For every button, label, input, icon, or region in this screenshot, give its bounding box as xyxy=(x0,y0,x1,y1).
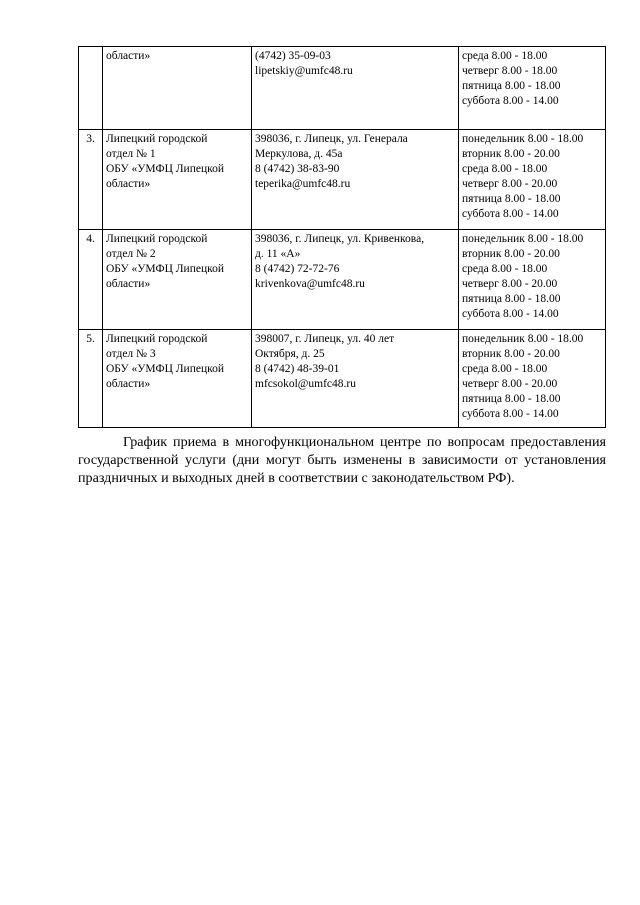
office-hours-line: вторник 8.00 - 20.00 xyxy=(462,247,560,260)
office-contact-line: 398036, г. Липецк, ул. Кривенкова, xyxy=(255,233,425,245)
office-contact-line: 398007, г. Липецк, ул. 40 лет xyxy=(255,333,395,345)
office-row xyxy=(79,47,606,130)
office-hours-line: среда 8.00 - 18.00 xyxy=(462,162,548,175)
office-name-line: области» xyxy=(106,50,151,62)
offices-table-body xyxy=(79,47,606,428)
office-hours-line: суббота 8.00 - 14.00 xyxy=(462,307,559,320)
office-hours-cell xyxy=(459,47,606,130)
office-contact-line: (4742) 35-09-03 xyxy=(255,50,331,62)
office-contacts-cell xyxy=(252,230,459,330)
office-hours-line: пятница 8.00 - 18.00 xyxy=(462,192,561,205)
row-number: 5. xyxy=(79,330,103,428)
office-name-cell xyxy=(103,130,252,230)
row-number xyxy=(79,47,103,130)
office-hours-line: четверг 8.00 - 20.00 xyxy=(462,177,558,190)
office-contact-line: 398036, г. Липецк, ул. Генерала xyxy=(255,133,408,145)
office-hours-line: вторник 8.00 - 20.00 xyxy=(462,347,560,360)
office-name-line: отдел № 1 xyxy=(106,147,156,160)
office-contact-line: 8 (4742) 72-72-76 xyxy=(255,262,340,275)
office-hours-line: среда 8.00 - 18.00 xyxy=(462,50,548,62)
office-name-line: отдел № 2 xyxy=(106,247,156,260)
office-contact-line: Октября, д. 25 xyxy=(255,347,325,360)
office-hours-cell xyxy=(459,330,606,428)
office-contacts-cell xyxy=(252,47,459,130)
office-name-line: области» xyxy=(106,377,151,390)
office-contacts-cell xyxy=(252,330,459,428)
office-hours-line: четверг 8.00 - 20.00 xyxy=(462,277,558,290)
office-contact-line: д. 11 «А» xyxy=(255,247,301,260)
office-name-line: Липецкий городской xyxy=(106,133,208,145)
office-name-line: ОБУ «УМФЦ Липецкой xyxy=(106,162,225,175)
office-hours-line: пятница 8.00 - 18.00 xyxy=(462,292,561,305)
office-hours-line: среда 8.00 - 18.00 xyxy=(462,362,548,375)
office-hours-line: понедельник 8.00 - 18.00 xyxy=(462,233,584,245)
office-hours-line: понедельник 8.00 - 18.00 xyxy=(462,133,584,145)
office-contacts-cell xyxy=(252,130,459,230)
office-name-line: области» xyxy=(106,277,151,290)
office-name-line: области» xyxy=(106,177,151,190)
office-contact-line: 8 (4742) 38-83-90 xyxy=(255,162,340,175)
office-hours-line: вторник 8.00 - 20.00 xyxy=(462,147,560,160)
office-name-cell xyxy=(103,330,252,428)
office-contact-line: Меркулова, д. 45а xyxy=(255,147,343,160)
row-number: 4. xyxy=(79,230,103,330)
office-hours-line: среда 8.00 - 18.00 xyxy=(462,262,548,275)
office-name-cell xyxy=(103,230,252,330)
office-hours-line: суббота 8.00 - 14.00 xyxy=(462,207,559,220)
office-contact-line: 8 (4742) 48-39-01 xyxy=(255,362,340,375)
row-number: 3. xyxy=(79,130,103,230)
office-hours-line: пятница 8.00 - 18.00 xyxy=(462,392,561,405)
office-hours-cell xyxy=(459,230,606,330)
office-hours-line: суббота 8.00 - 14.00 xyxy=(462,94,559,107)
schedule-note-text: График приема в многофункциональном центре по вопросам предоставления государственной услуги (дни могут быть изменены в зависимости от установления праздничных и выходных дней в соответствии с законодательством РФ). xyxy=(78,434,606,486)
office-row xyxy=(79,230,606,330)
office-name-cell xyxy=(103,47,252,130)
office-contact-line: lipetskiy@umfc48.ru xyxy=(255,64,353,77)
office-hours-cell xyxy=(459,130,606,230)
office-contact-line: krivenkova@umfc48.ru xyxy=(255,277,365,290)
office-hours-line: четверг 8.00 - 18.00 xyxy=(462,64,558,77)
offices-table xyxy=(78,46,606,428)
office-row xyxy=(79,130,606,230)
office-hours-line: четверг 8.00 - 20.00 xyxy=(462,377,558,390)
office-hours-line: понедельник 8.00 - 18.00 xyxy=(462,333,584,345)
office-hours-line: суббота 8.00 - 14.00 xyxy=(462,407,559,420)
schedule-note-paragraph xyxy=(78,434,606,487)
office-name-line: ОБУ «УМФЦ Липецкой xyxy=(106,362,225,375)
office-contact-line: teperika@umfc48.ru xyxy=(255,177,351,190)
office-hours-line: пятница 8.00 - 18.00 xyxy=(462,79,561,92)
office-name-line: Липецкий городской xyxy=(106,233,208,245)
office-contact-line: mfcsokol@umfc48.ru xyxy=(255,377,356,390)
office-name-line: ОБУ «УМФЦ Липецкой xyxy=(106,262,225,275)
office-name-line: Липецкий городской xyxy=(106,333,208,345)
office-name-line: отдел № 3 xyxy=(106,347,156,360)
office-row xyxy=(79,330,606,428)
